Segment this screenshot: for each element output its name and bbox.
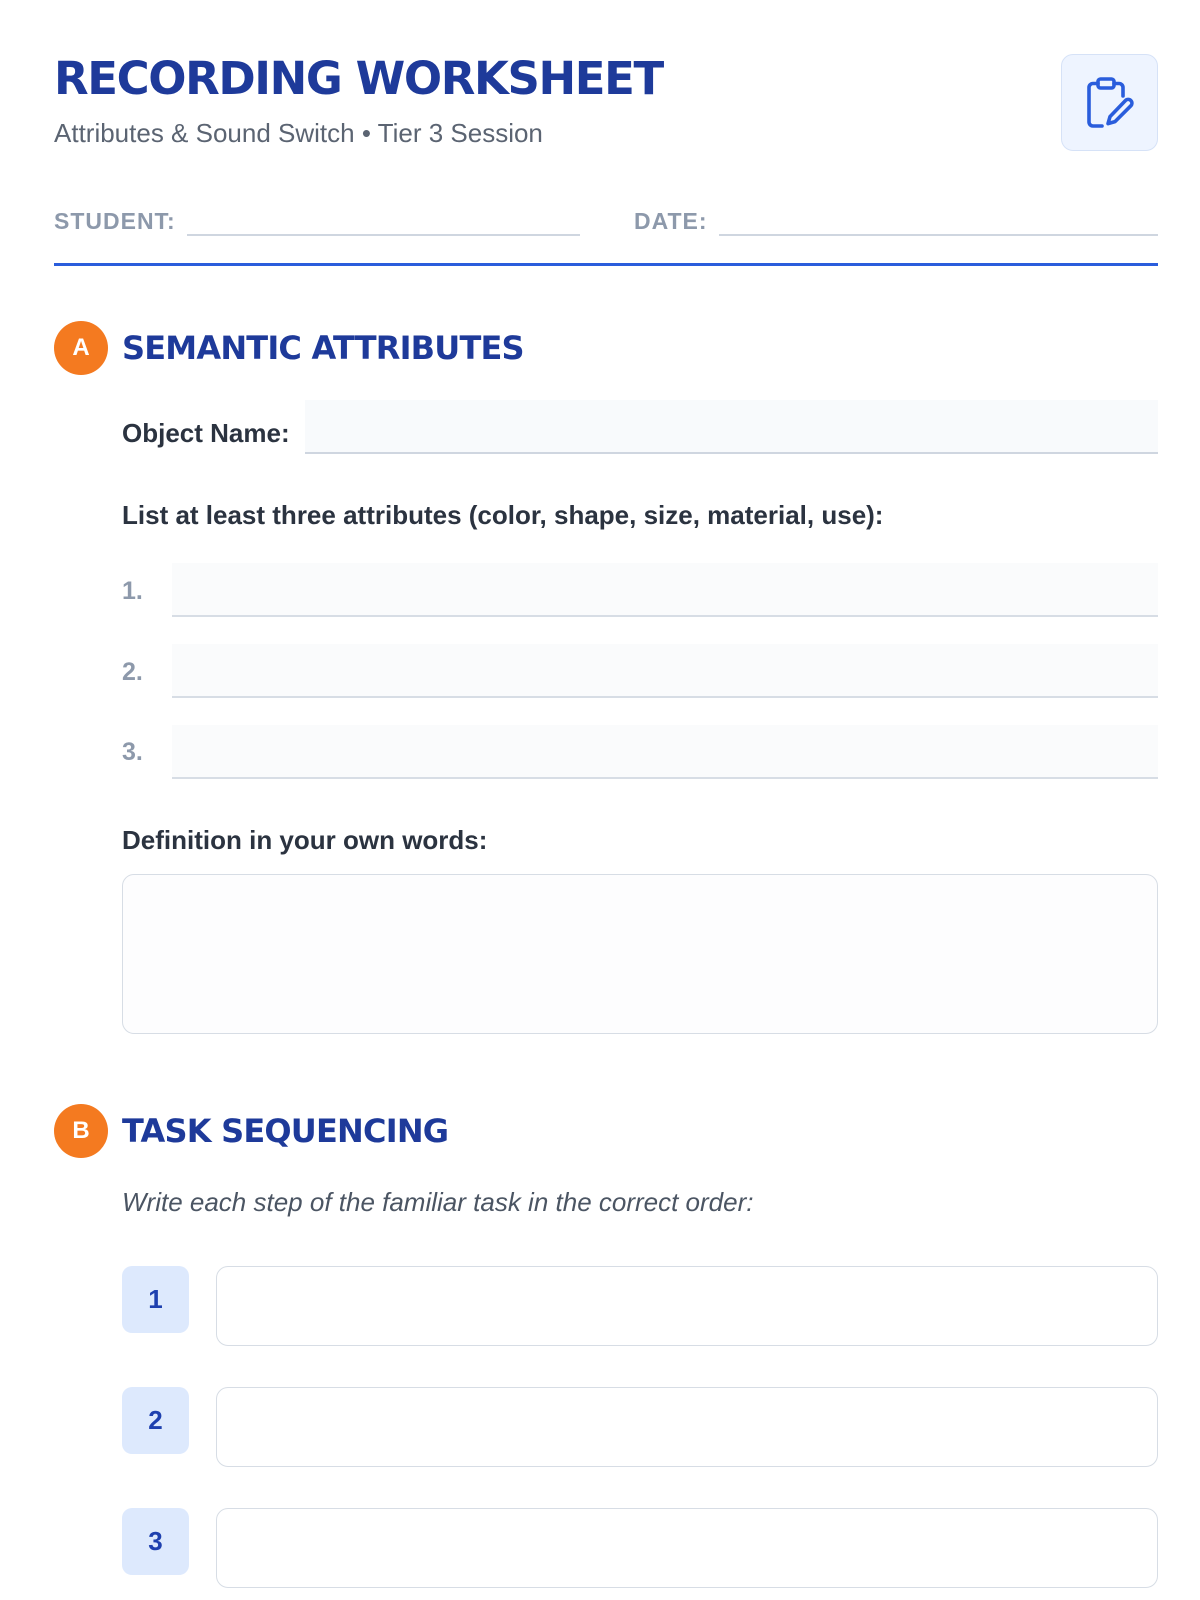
step-field-2[interactable] — [216, 1387, 1158, 1467]
attribute-number: 2. — [122, 658, 143, 686]
step-field-1[interactable] — [216, 1266, 1158, 1346]
attribute-field-2[interactable] — [172, 644, 1158, 698]
definition-label: Definition in your own words: — [122, 825, 488, 855]
clipboard-button[interactable] — [1061, 54, 1158, 151]
step-number-badge: 3 — [122, 1508, 189, 1575]
attribute-number: 1. — [122, 577, 143, 605]
step-field-3[interactable] — [216, 1508, 1158, 1588]
attribute-field-1[interactable] — [172, 563, 1158, 617]
student-label: STUDENT: — [54, 208, 176, 234]
date-label: DATE: — [634, 208, 708, 234]
task-instruction: Write each step of the familiar task in the correct order: — [122, 1187, 754, 1217]
section-a-badge: A — [54, 321, 108, 375]
step-number-badge: 2 — [122, 1387, 189, 1454]
header-divider — [54, 263, 1158, 266]
section-a-title: SEMANTIC ATTRIBUTES — [122, 329, 524, 367]
step-number-badge: 1 — [122, 1266, 189, 1333]
section-b-title: TASK SEQUENCING — [122, 1112, 449, 1150]
attribute-field-3[interactable] — [172, 725, 1158, 779]
section-b-badge: B — [54, 1104, 108, 1158]
definition-textarea[interactable] — [122, 874, 1158, 1034]
student-field[interactable] — [187, 234, 580, 236]
page-title: RECORDING WORKSHEET — [54, 52, 663, 105]
attribute-number: 3. — [122, 738, 143, 766]
date-field[interactable] — [719, 234, 1158, 236]
page-subtitle: Attributes & Sound Switch • Tier 3 Session — [54, 118, 543, 148]
clipboard-pen-icon — [1085, 76, 1135, 130]
object-name-label: Object Name: — [122, 418, 290, 448]
attributes-prompt: List at least three attributes (color, shape, size, material, use): — [122, 500, 884, 530]
object-name-field[interactable] — [305, 400, 1158, 454]
